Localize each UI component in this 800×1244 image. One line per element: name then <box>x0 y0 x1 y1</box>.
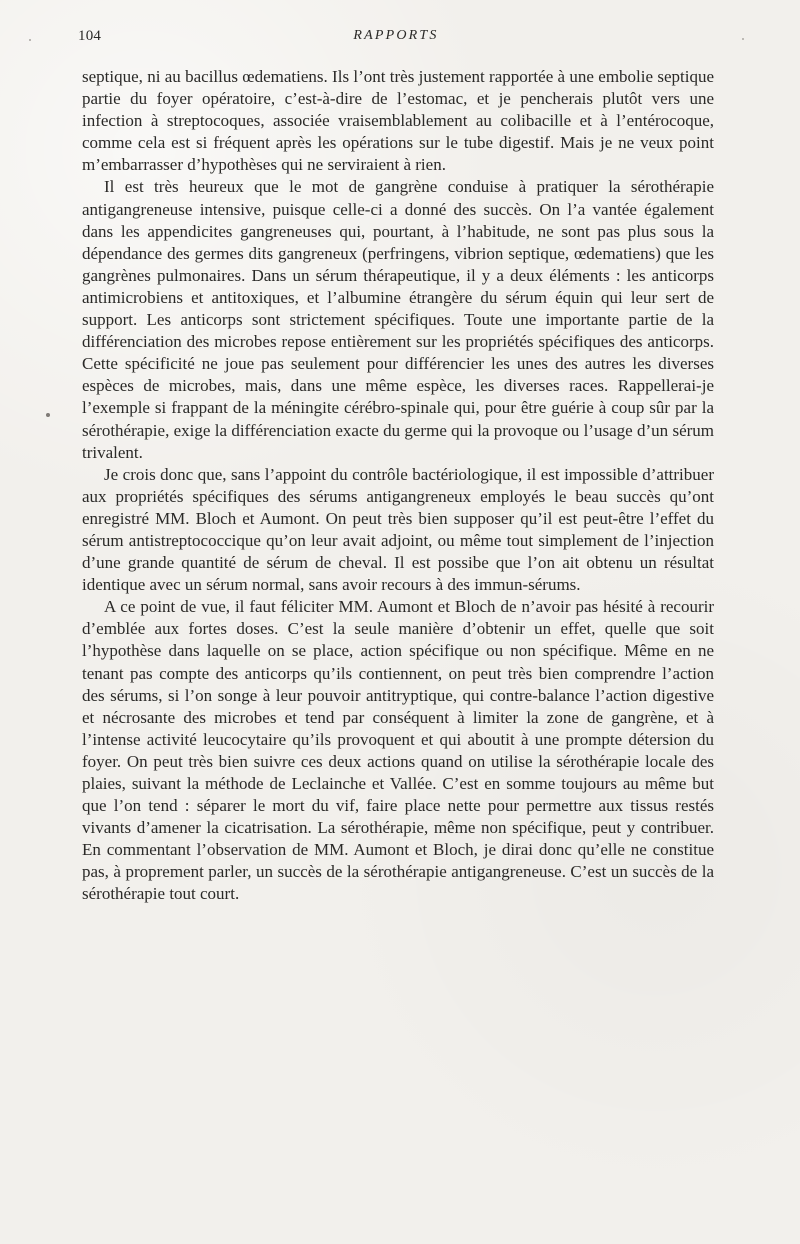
print-speck <box>29 39 31 41</box>
paragraph-2: Il est très heureux que le mot de gangrène conduise à pratiquer la sérothérapie antigangreneuse intensive, puisque celle-ci a donné des succès. On l’a vantée également dans les appendicites gangreneuses qui, pourtant, à l’habitude, ne sont pas plus sous la dépendance des germes dits gangreneux (perfringens, vibrion septique, œdematiens) que les gangrènes pulmonaires. Dans un sérum thérapeutique, il y a deux éléments : les anticorps antimicrobiens et antitoxiques, et l’albumine étrangère du sérum équin qui leur sert de support. Les anticorps sont strictement spécifiques. Toute une importante partie de la différenciation des microbes repose entièrement sur les propriétés spécifiques des anticorps. Cette spécificité ne joue pas seulement pour différencier les unes des autres les diverses espèces de microbes, mais, dans une même espèce, les diverses races. Rappellerai-je l’exemple si frappant de la méningite cérébro-spinale qui, pour être guérie à coup sûr par la sérothérapie, exige la différenciation exacte du germe qui la provoque ou l’usage d’un sérum trivalent. <box>82 177 714 462</box>
paragraph-1: septique, ni au bacillus œdematiens. Ils l’ont très justement rapportée à une embolie septique partie du foyer opératoire, c’est-à-dire de l’estomac, et je pencherais plutôt vers une infection à streptocoques, associée vraisemblablement au colibacille et à l’entérocoque, comme cela est si fréquent après les opérations sur le tube digestif. Mais je ne veux point m’embarrasser d’hypothèses qui ne serviraient à rien. <box>82 67 714 175</box>
margin-dot <box>46 413 50 417</box>
running-head: RAPPORTS <box>353 28 439 43</box>
page-header <box>78 24 714 48</box>
print-speck <box>742 38 744 40</box>
paragraph-3: Je crois donc que, sans l’appoint du contrôle bactériologique, il est impossible d’attribuer aux propriétés spécifiques des sérums antigangreneux employés le beau succès qu’ont enregistré MM. Bloch et Aumont. On peut très bien supposer qu’il est peut-être l’effet du sérum antistreptococcique qu’on leur avait adjoint, ou même tout simplement de l’injection d’une grande quantité de sérum de cheval. Il est possibe que l’on ait obtenu un résultat identique avec un sérum normal, sans avoir recours à des immun-sérums. <box>82 464 714 595</box>
body-text <box>82 66 714 906</box>
page-number: 104 <box>78 28 102 44</box>
paragraph-4: A ce point de vue, il faut féliciter MM. Aumont et Bloch de n’avoir pas hésité à recourir d’emblée aux fortes doses. C’est la seule manière d’obtenir un effet, quelle que soit l’hypothèse dans laquelle on se place, action spécifique ou non spécifique. Même en ne tenant pas compte des anticorps qu’ils contiennent, on peut très bien comprendre l’action des sérums, si l’on songe à leur pouvoir antitryptique, qui contre-balance l’action digestive et nécrosante des microbes et tend par conséquent à limiter la zone de gangrène, et à l’intense activité leucocytaire qu’ils provoquent et qui aboutit à une prompte détersion du foyer. On peut très bien suivre ces deux actions quand on utilise la sérothérapie locale des plaies, suivant la méthode de Leclainche et Vallée. C’est en somme toujours au même but que l’on tend : séparer le mort du vif, faire place nette pour permettre aux tissus restés vivants d’amener la cicatrisation. La sérothérapie, même non spécifique, peut y contribuer. En commentant l’observation de MM. Aumont et Bloch, je dirai donc qu’elle ne constitue pas, à proprement parler, un succès de la sérothérapie antigangreneuse. C’est un succès de la sérothérapie tout court. <box>82 597 714 904</box>
